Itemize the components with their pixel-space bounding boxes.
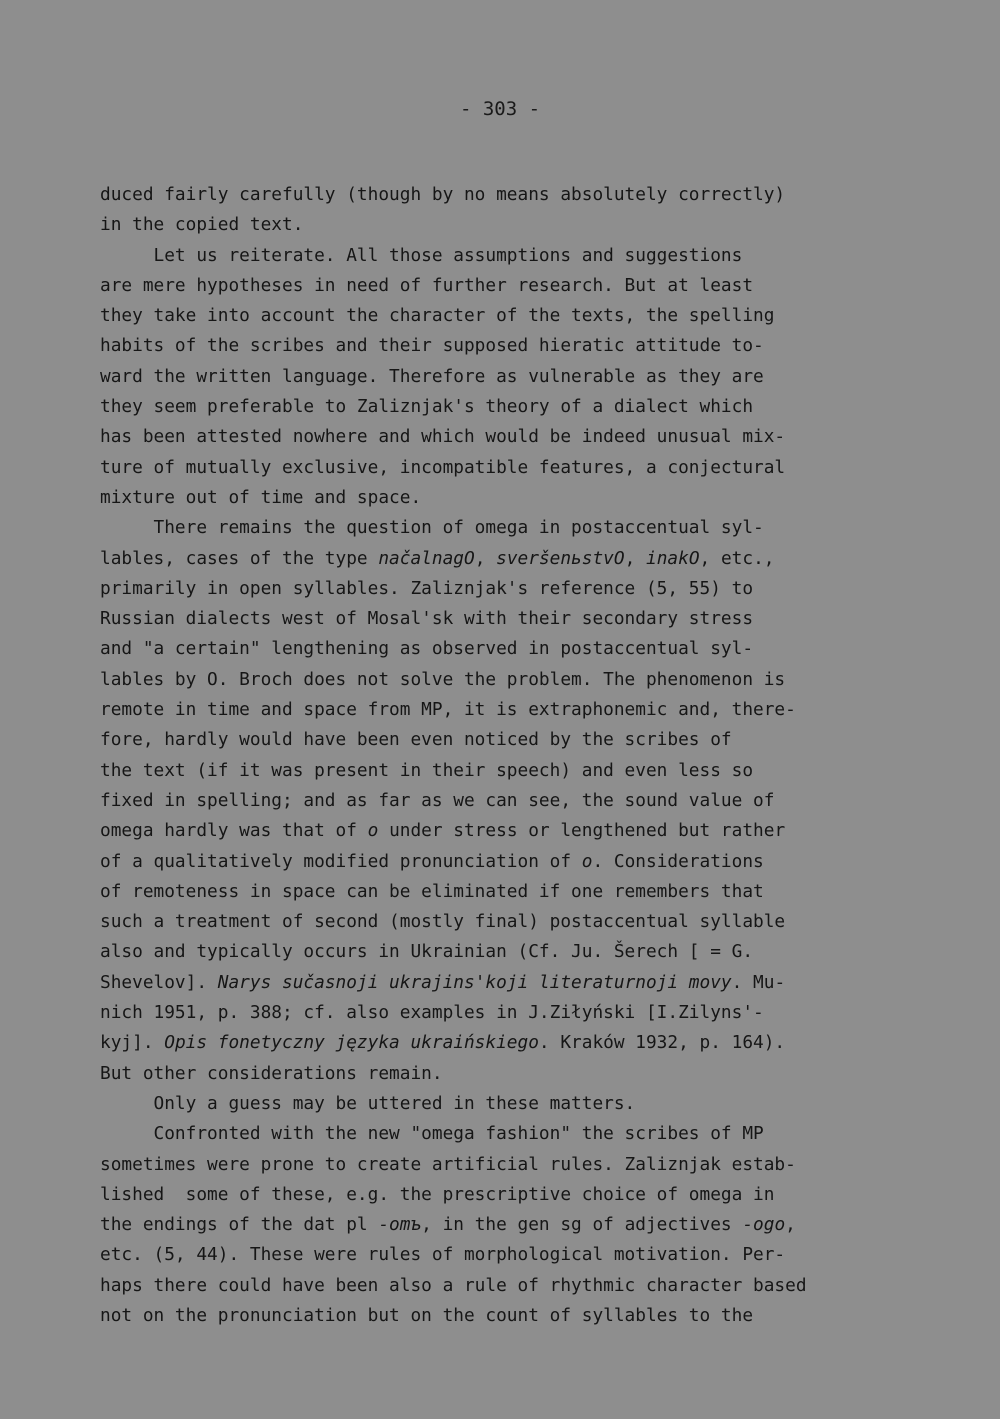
text-segment: in the copied text. [100,214,304,236]
text-segment: of a qualitatively modified pronunciation of [100,850,582,872]
italic-text-segment: sveršenьstvO [496,547,625,569]
text-segment: sometimes were prone to create artificial rules. Zaliznjak estab- [100,1153,796,1175]
text-segment: , etc., [699,547,775,569]
text-segment: they seem preferable to Zaliznjak's theory of a dialect which [100,396,754,418]
text-line [100,180,920,210]
text-segment: not on the pronunciation but on the count of syllables to the [100,1304,754,1326]
text-segment: the text (if it was present in their speech) and even less so [100,759,754,781]
text-segment: There remains the question of omega in postaccentual syl- [100,517,764,539]
page-number: - 303 - [459,98,541,120]
text-line [100,847,920,877]
text-line [100,1271,920,1301]
text-line [100,301,920,331]
body-text [100,180,920,1331]
text-segment: remote in time and space from MP, it is extraphonemic and, there- [100,699,796,721]
text-line [100,1180,920,1210]
text-segment: duced fairly carefully (though by no means absolutely correctly) [100,184,786,205]
text-line [100,816,920,846]
text-line [100,422,920,452]
text-line [100,907,920,937]
text-line [100,665,920,695]
text-segment: mixture out of time and space. [100,486,422,508]
text-segment: , [624,547,647,569]
text-segment: , [785,1214,796,1236]
text-line [100,1059,920,1089]
italic-text-segment: inakO [646,547,700,569]
text-segment: also and typically occurs in Ukrainian (Cf. Ju. Šerech [ = G. [100,941,754,963]
text-segment: , in the gen sg of adjectives [421,1214,743,1236]
text-line [100,544,920,574]
text-segment: fore, hardly would have been even noticed by the scribes of [100,729,732,751]
text-segment: lished some of these, e.g. the prescriptive choice of omega in [100,1183,775,1205]
text-segment: ward the written language. Therefore as vulnerable as they are [100,365,764,387]
text-segment: etc. (5, 44). These were rules of morphological motivation. Per- [100,1244,786,1266]
italic-text-segment: o [367,820,379,842]
text-segment: the endings of the dat pl [100,1214,379,1236]
italic-text-segment: načalnagO [378,547,475,569]
text-line [100,998,920,1028]
text-segment: lables by O. Broch does not solve the problem. The phenomenon is [100,668,786,690]
text-line [100,1240,920,1270]
text-segment: primarily in open syllables. Zaliznjak's reference (5, 55) to [100,577,754,599]
text-line [100,877,920,907]
text-line [100,756,920,786]
text-segment: has been attested nowhere and which would be indeed unusual mix- [100,426,786,448]
text-segment: they take into account the character of the texts, the spelling [100,305,775,327]
text-segment: Russian dialects west of Mosal'sk with their secondary stress [100,608,754,630]
text-segment: kyj]. [100,1032,165,1054]
text-line [100,725,920,755]
text-segment: Confronted with the new "omega fashion" the scribes of MP [100,1123,764,1145]
text-line [100,1150,920,1180]
text-segment: are mere hypotheses in need of further research. But at least [100,274,754,296]
text-segment: , [474,547,497,569]
text-segment: . Considerations [592,850,764,872]
italic-text-segment: Opis fonetyczny języka ukraińskiego [164,1032,539,1054]
text-line [100,968,920,998]
text-line [100,695,920,725]
text-line [100,604,920,634]
italic-text-segment: Narys sučasnoji ukrajins'koji literaturnoji movy [217,971,732,993]
text-line [100,1089,920,1119]
text-line [100,210,920,240]
italic-text-segment: -ogo [742,1214,786,1236]
text-segment: nich 1951, p. 388; cf. also examples in J.Ziłyński [I.Zilyns'- [100,1002,764,1024]
text-line [100,937,920,967]
text-segment: Shevelov]. [100,971,218,993]
text-segment: lables, cases of the type [100,547,379,569]
text-segment: of remoteness in space can be eliminated if one remembers that [100,880,764,902]
text-segment: But other considerations remain. [100,1062,443,1084]
text-segment: omega hardly was that of [100,820,368,842]
text-line [100,786,920,816]
text-segment: Let us reiterate. All those assumptions and suggestions [100,244,743,266]
text-line [100,331,920,361]
text-segment: haps there could have been also a rule of rhythmic character based [100,1274,807,1296]
text-segment: and "a certain" lengthening as observed in postaccentual syl- [100,638,754,660]
text-segment: under stress or lengthened but rather [378,820,786,842]
text-line [100,271,920,301]
text-line [100,1119,920,1149]
text-line [100,513,920,543]
italic-text-segment: o [581,850,593,872]
italic-text-segment: -omъ [378,1214,422,1236]
text-segment: habits of the scribes and their supposed hieratic attitude to- [100,335,764,357]
text-segment: Only a guess may be uttered in these matters. [100,1092,636,1114]
text-line [100,1028,920,1058]
text-line [100,392,920,422]
text-line [100,241,920,271]
text-segment: fixed in spelling; and as far as we can see, the sound value of [100,789,775,811]
text-line [100,574,920,604]
text-line [100,362,920,392]
text-line [100,634,920,664]
text-segment: . Mu- [731,971,786,993]
text-line [100,1210,920,1240]
text-segment: such a treatment of second (mostly final) postaccentual syllable [100,911,786,933]
text-line [100,1301,920,1331]
text-line [100,453,920,483]
text-line [100,483,920,513]
text-segment: . Kraków 1932, p. 164). [538,1032,786,1054]
text-segment: ture of mutually exclusive, incompatible features, a conjectural [100,456,786,478]
